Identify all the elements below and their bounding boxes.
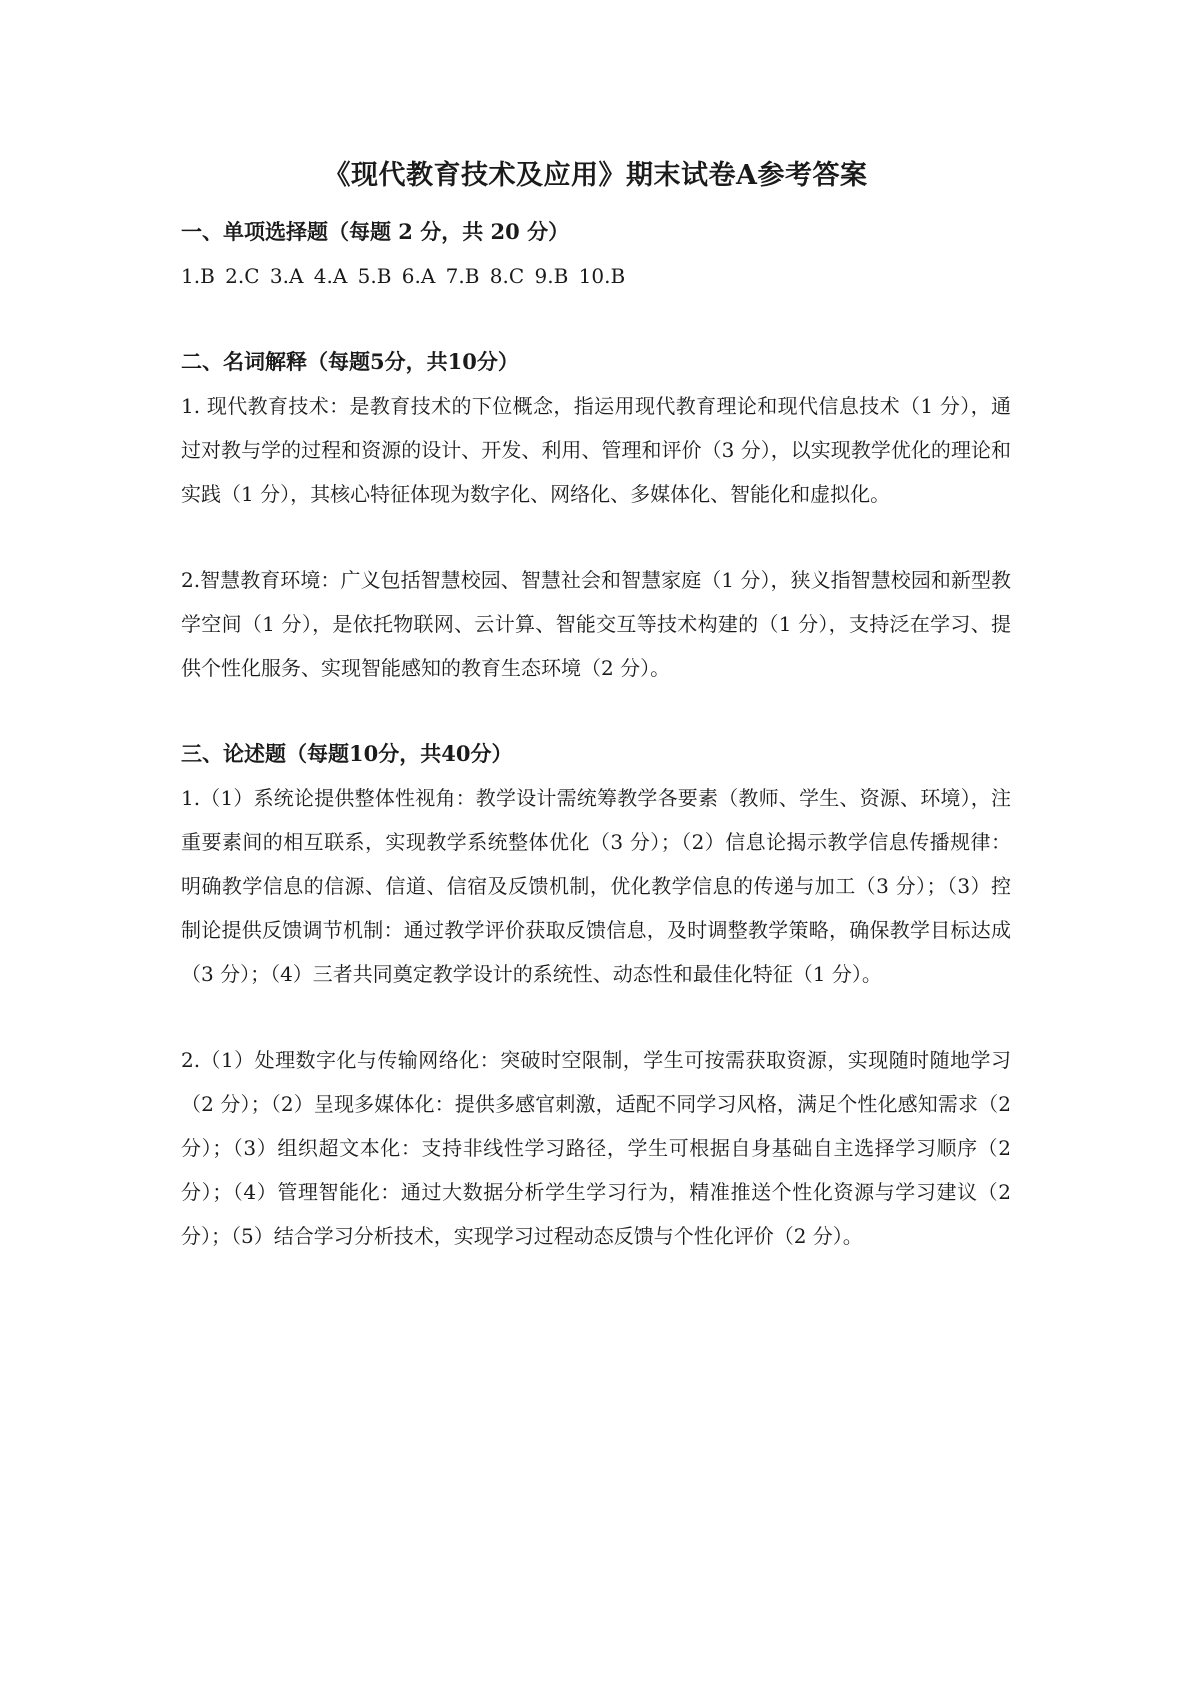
section-heading: 一、单项选择题（每题 2 分，共 20 分）: [181, 219, 570, 244]
answer-paragraph: 1. 现代教育技术：是教育技术的下位概念，指运用现代教育理论和现代信息技术（1 分），通过对教与学的过程和资源的设计、开发、利用、管理和评价（3 分），以实现教学优化的理论和实践（1 分），其核心特征体现为数字化、网络化、多媒体化、智能化和虚拟化。: [181, 394, 1011, 506]
answer-paragraph: 2.（1）处理数字化与传输网络化：突破时空限制，学生可按需获取资源，实现随时随地学习（2 分）；（2）呈现多媒体化：提供多感官刺激，适配不同学习风格，满足个性化感知需求（2 分）；（3）组织超文本化：支持非线性学习路径，学生可根据自身基础自主选择学习顺序（2 分）；（4）管理智能化：通过大数据分析学生学习行为，精准推送个性化资源与学习建议（2 分）；（5）结合学习分析技术，实现学习过程动态反馈与个性化评价（2 分）。: [181, 1048, 1011, 1248]
section-term-definitions: [181, 340, 1011, 690]
page-title: 《现代教育技术及应用》期末试卷A参考答案: [323, 160, 868, 191]
document-body: [181, 210, 1011, 1258]
choice-answers: 1.B 2.C 3.A 4.A 5.B 6.A 7.B 8.C 9.B 10.B: [181, 264, 626, 288]
section-essay-questions: [181, 732, 1011, 1258]
section-heading: 三、论述题（每题10分，共40分）: [181, 741, 513, 766]
section-multiple-choice: [181, 210, 1011, 298]
answer-paragraph: 2.智慧教育环境：广义包括智慧校园、智慧社会和智慧家庭（1 分），狭义指智慧校园和新型教学空间（1 分），是依托物联网、云计算、智能交互等技术构建的（1 分），支持泛在学习、提供个性化服务、实现智能感知的教育生态环境（2 分）。: [181, 568, 1011, 680]
answer-paragraph: 1.（1）系统论提供整体性视角：教学设计需统筹教学各要素（教师、学生、资源、环境），注重要素间的相互联系，实现教学系统整体优化（3 分）；（2）信息论揭示教学信息传播规律：明确教学信息的信源、信道、信宿及反馈机制，优化教学信息的传递与加工（3 分）；（3）控制论提供反馈调节机制：通过教学评价获取反馈信息，及时调整教学策略，确保教学目标达成（3 分）；（4）三者共同奠定教学设计的系统性、动态性和最佳化特征（1 分）。: [181, 786, 1011, 986]
section-heading: 二、名词解释（每题5分，共10分）: [181, 349, 519, 374]
